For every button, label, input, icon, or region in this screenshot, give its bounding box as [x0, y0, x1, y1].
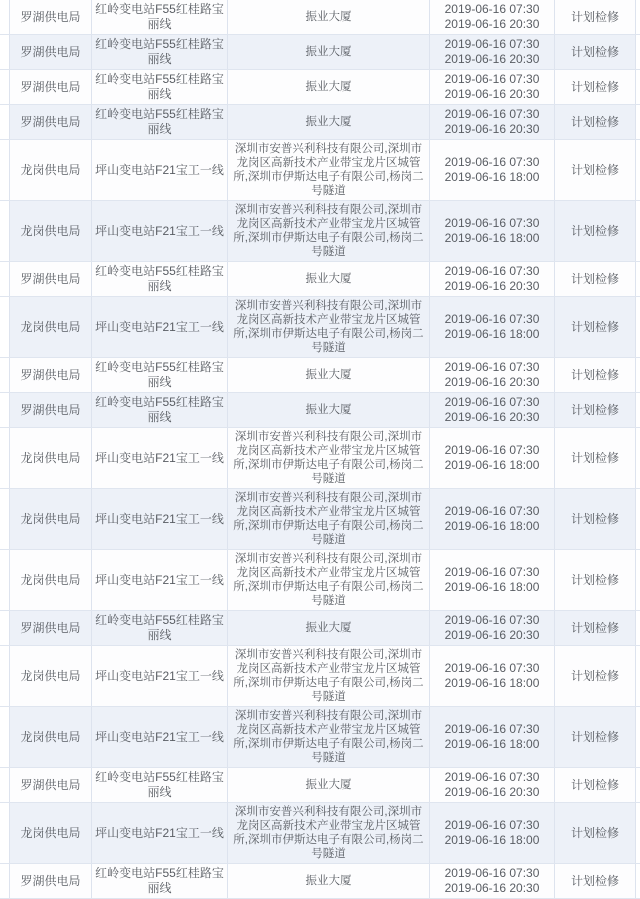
cell-location: 振业大厦 [228, 768, 430, 802]
cell-location: 深圳市安普兴利科技有限公司,深圳市龙岗区高新技术产业带宝龙片区城管所,深圳市伊斯达电子有限公司,杨岗二号隧道 [228, 707, 430, 767]
time-start: 2019-06-16 07:30 [444, 360, 540, 374]
cell-bureau: 罗湖供电局 [10, 0, 92, 34]
row-right-gutter [636, 707, 640, 767]
time-end: 2019-06-16 18:00 [444, 580, 540, 594]
cell-time-range [430, 864, 555, 898]
cell-bureau: 龙岗供电局 [10, 646, 92, 706]
cell-time-range [430, 0, 555, 34]
time-end: 2019-06-16 18:00 [444, 676, 540, 690]
cell-line: 红岭变电站F55红桂路宝丽线 [92, 864, 228, 898]
time-start: 2019-06-16 07:30 [444, 155, 540, 169]
table-row [0, 707, 640, 768]
cell-bureau: 罗湖供电局 [10, 262, 92, 296]
time-end: 2019-06-16 18:00 [444, 458, 540, 472]
cell-time-range [430, 140, 555, 200]
cell-maintenance-type: 计划检修 [555, 803, 636, 863]
cell-bureau: 龙岗供电局 [10, 550, 92, 610]
cell-maintenance-type: 计划检修 [555, 105, 636, 139]
cell-bureau: 罗湖供电局 [10, 768, 92, 802]
row-right-gutter [636, 611, 640, 645]
time-end: 2019-06-16 18:00 [444, 737, 540, 751]
cell-location: 振业大厦 [228, 864, 430, 898]
time-end: 2019-06-16 20:30 [444, 785, 540, 799]
table-row [0, 35, 640, 70]
time-end: 2019-06-16 20:30 [444, 52, 540, 66]
cell-line: 红岭变电站F55红桂路宝丽线 [92, 768, 228, 802]
row-right-gutter [636, 35, 640, 69]
cell-line: 红岭变电站F55红桂路宝丽线 [92, 35, 228, 69]
row-left-gutter [0, 489, 10, 549]
row-left-gutter [0, 140, 10, 200]
cell-line: 坪山变电站F21宝工一线 [92, 201, 228, 261]
cell-location: 振业大厦 [228, 393, 430, 427]
row-left-gutter [0, 35, 10, 69]
cell-time-range [430, 550, 555, 610]
cell-time-range [430, 646, 555, 706]
cell-line: 坪山变电站F21宝工一线 [92, 140, 228, 200]
cell-maintenance-type: 计划检修 [555, 297, 636, 357]
row-right-gutter [636, 297, 640, 357]
table-row [0, 550, 640, 611]
row-left-gutter [0, 297, 10, 357]
cell-maintenance-type: 计划检修 [555, 864, 636, 898]
cell-maintenance-type: 计划检修 [555, 707, 636, 767]
cell-line: 红岭变电站F55红桂路宝丽线 [92, 262, 228, 296]
cell-maintenance-type: 计划检修 [555, 489, 636, 549]
cell-time-range [430, 105, 555, 139]
time-start: 2019-06-16 07:30 [444, 264, 540, 278]
cell-location: 振业大厦 [228, 611, 430, 645]
row-right-gutter [636, 0, 640, 34]
cell-time-range [430, 803, 555, 863]
cell-line: 坪山变电站F21宝工一线 [92, 646, 228, 706]
row-right-gutter [636, 140, 640, 200]
cell-bureau: 龙岗供电局 [10, 428, 92, 488]
cell-maintenance-type: 计划检修 [555, 611, 636, 645]
row-left-gutter [0, 611, 10, 645]
time-end: 2019-06-16 20:30 [444, 881, 540, 895]
cell-line: 红岭变电站F55红桂路宝丽线 [92, 611, 228, 645]
time-start: 2019-06-16 07:30 [444, 866, 540, 880]
cell-maintenance-type: 计划检修 [555, 768, 636, 802]
cell-location: 深圳市安普兴利科技有限公司,深圳市龙岗区高新技术产业带宝龙片区城管所,深圳市伊斯达电子有限公司,杨岗二号隧道 [228, 646, 430, 706]
row-right-gutter [636, 550, 640, 610]
row-right-gutter [636, 105, 640, 139]
table-row [0, 489, 640, 550]
row-right-gutter [636, 201, 640, 261]
row-left-gutter [0, 803, 10, 863]
cell-time-range [430, 262, 555, 296]
cell-maintenance-type: 计划检修 [555, 358, 636, 392]
cell-time-range [430, 428, 555, 488]
cell-time-range [430, 35, 555, 69]
row-right-gutter [636, 489, 640, 549]
cell-location: 深圳市安普兴利科技有限公司,深圳市龙岗区高新技术产业带宝龙片区城管所,深圳市伊斯达电子有限公司,杨岗二号隧道 [228, 297, 430, 357]
time-start: 2019-06-16 07:30 [444, 770, 540, 784]
table-row [0, 262, 640, 297]
time-start: 2019-06-16 07:30 [444, 565, 540, 579]
table-row [0, 105, 640, 140]
cell-location: 深圳市安普兴利科技有限公司,深圳市龙岗区高新技术产业带宝龙片区城管所,深圳市伊斯达电子有限公司,杨岗二号隧道 [228, 140, 430, 200]
row-left-gutter [0, 768, 10, 802]
row-left-gutter [0, 428, 10, 488]
cell-line: 红岭变电站F55红桂路宝丽线 [92, 105, 228, 139]
row-left-gutter [0, 550, 10, 610]
cell-bureau: 罗湖供电局 [10, 105, 92, 139]
row-right-gutter [636, 70, 640, 104]
time-start: 2019-06-16 07:30 [444, 107, 540, 121]
row-left-gutter [0, 707, 10, 767]
time-start: 2019-06-16 07:30 [444, 613, 540, 627]
table-row [0, 864, 640, 899]
cell-maintenance-type: 计划检修 [555, 262, 636, 296]
cell-time-range [430, 358, 555, 392]
time-end: 2019-06-16 20:30 [444, 279, 540, 293]
table-row [0, 70, 640, 105]
cell-maintenance-type: 计划检修 [555, 0, 636, 34]
cell-bureau: 罗湖供电局 [10, 358, 92, 392]
time-start: 2019-06-16 07:30 [444, 216, 540, 230]
cell-time-range [430, 297, 555, 357]
cell-time-range [430, 393, 555, 427]
time-end: 2019-06-16 20:30 [444, 375, 540, 389]
time-start: 2019-06-16 07:30 [444, 443, 540, 457]
cell-maintenance-type: 计划检修 [555, 201, 636, 261]
time-start: 2019-06-16 07:30 [444, 661, 540, 675]
cell-location: 振业大厦 [228, 70, 430, 104]
cell-maintenance-type: 计划检修 [555, 550, 636, 610]
cell-time-range [430, 768, 555, 802]
cell-line: 坪山变电站F21宝工一线 [92, 489, 228, 549]
time-end: 2019-06-16 18:00 [444, 833, 540, 847]
table-row [0, 768, 640, 803]
cell-line: 红岭变电站F55红桂路宝丽线 [92, 358, 228, 392]
cell-time-range [430, 707, 555, 767]
cell-maintenance-type: 计划检修 [555, 646, 636, 706]
table-row [0, 611, 640, 646]
table-row [0, 803, 640, 864]
row-left-gutter [0, 864, 10, 898]
time-end: 2019-06-16 18:00 [444, 231, 540, 245]
cell-location: 深圳市安普兴利科技有限公司,深圳市龙岗区高新技术产业带宝龙片区城管所,深圳市伊斯达电子有限公司,杨岗二号隧道 [228, 428, 430, 488]
cell-maintenance-type: 计划检修 [555, 140, 636, 200]
cell-location: 振业大厦 [228, 0, 430, 34]
time-start: 2019-06-16 07:30 [444, 818, 540, 832]
table-row [0, 393, 640, 428]
cell-bureau: 龙岗供电局 [10, 707, 92, 767]
time-start: 2019-06-16 07:30 [444, 722, 540, 736]
row-right-gutter [636, 803, 640, 863]
time-end: 2019-06-16 20:30 [444, 87, 540, 101]
time-end: 2019-06-16 18:00 [444, 519, 540, 533]
row-right-gutter [636, 262, 640, 296]
cell-line: 红岭变电站F55红桂路宝丽线 [92, 70, 228, 104]
cell-line: 红岭变电站F55红桂路宝丽线 [92, 0, 228, 34]
cell-location: 深圳市安普兴利科技有限公司,深圳市龙岗区高新技术产业带宝龙片区城管所,深圳市伊斯达电子有限公司,杨岗二号隧道 [228, 489, 430, 549]
cell-time-range [430, 611, 555, 645]
row-left-gutter [0, 358, 10, 392]
cell-line: 坪山变电站F21宝工一线 [92, 297, 228, 357]
cell-bureau: 罗湖供电局 [10, 70, 92, 104]
row-right-gutter [636, 768, 640, 802]
time-end: 2019-06-16 18:00 [444, 327, 540, 341]
table-row [0, 358, 640, 393]
table-row [0, 0, 640, 35]
cell-bureau: 龙岗供电局 [10, 803, 92, 863]
cell-location: 振业大厦 [228, 105, 430, 139]
table-row [0, 646, 640, 707]
time-start: 2019-06-16 07:30 [444, 37, 540, 51]
time-end: 2019-06-16 20:30 [444, 628, 540, 642]
cell-bureau: 龙岗供电局 [10, 201, 92, 261]
cell-location: 振业大厦 [228, 358, 430, 392]
time-end: 2019-06-16 20:30 [444, 410, 540, 424]
cell-bureau: 龙岗供电局 [10, 140, 92, 200]
row-right-gutter [636, 864, 640, 898]
table-row [0, 428, 640, 489]
cell-maintenance-type: 计划检修 [555, 70, 636, 104]
row-right-gutter [636, 646, 640, 706]
cell-location: 振业大厦 [228, 35, 430, 69]
time-start: 2019-06-16 07:30 [444, 312, 540, 326]
cell-bureau: 龙岗供电局 [10, 489, 92, 549]
cell-line: 坪山变电站F21宝工一线 [92, 550, 228, 610]
row-left-gutter [0, 105, 10, 139]
cell-maintenance-type: 计划检修 [555, 428, 636, 488]
table-row [0, 140, 640, 201]
cell-maintenance-type: 计划检修 [555, 35, 636, 69]
time-start: 2019-06-16 07:30 [444, 72, 540, 86]
cell-location: 深圳市安普兴利科技有限公司,深圳市龙岗区高新技术产业带宝龙片区城管所,深圳市伊斯达电子有限公司,杨岗二号隧道 [228, 550, 430, 610]
cell-bureau: 罗湖供电局 [10, 393, 92, 427]
row-right-gutter [636, 393, 640, 427]
time-end: 2019-06-16 20:30 [444, 122, 540, 136]
cell-time-range [430, 201, 555, 261]
cell-maintenance-type: 计划检修 [555, 393, 636, 427]
row-right-gutter [636, 428, 640, 488]
row-left-gutter [0, 70, 10, 104]
cell-location: 深圳市安普兴利科技有限公司,深圳市龙岗区高新技术产业带宝龙片区城管所,深圳市伊斯达电子有限公司,杨岗二号隧道 [228, 201, 430, 261]
row-left-gutter [0, 0, 10, 34]
row-left-gutter [0, 262, 10, 296]
row-left-gutter [0, 646, 10, 706]
table-row [0, 201, 640, 262]
cell-line: 坪山变电站F21宝工一线 [92, 803, 228, 863]
cell-bureau: 罗湖供电局 [10, 611, 92, 645]
cell-time-range [430, 70, 555, 104]
cell-bureau: 罗湖供电局 [10, 35, 92, 69]
cell-bureau: 龙岗供电局 [10, 297, 92, 357]
time-start: 2019-06-16 07:30 [444, 395, 540, 409]
cell-line: 红岭变电站F55红桂路宝丽线 [92, 393, 228, 427]
cell-line: 坪山变电站F21宝工一线 [92, 428, 228, 488]
row-left-gutter [0, 201, 10, 261]
cell-location: 深圳市安普兴利科技有限公司,深圳市龙岗区高新技术产业带宝龙片区城管所,深圳市伊斯达电子有限公司,杨岗二号隧道 [228, 803, 430, 863]
cell-location: 振业大厦 [228, 262, 430, 296]
row-right-gutter [636, 358, 640, 392]
cell-bureau: 罗湖供电局 [10, 864, 92, 898]
cell-time-range [430, 489, 555, 549]
cell-line: 坪山变电站F21宝工一线 [92, 707, 228, 767]
time-end: 2019-06-16 18:00 [444, 170, 540, 184]
time-end: 2019-06-16 20:30 [444, 17, 540, 31]
table-row [0, 297, 640, 358]
time-start: 2019-06-16 07:30 [444, 2, 540, 16]
row-left-gutter [0, 393, 10, 427]
time-start: 2019-06-16 07:30 [444, 504, 540, 518]
